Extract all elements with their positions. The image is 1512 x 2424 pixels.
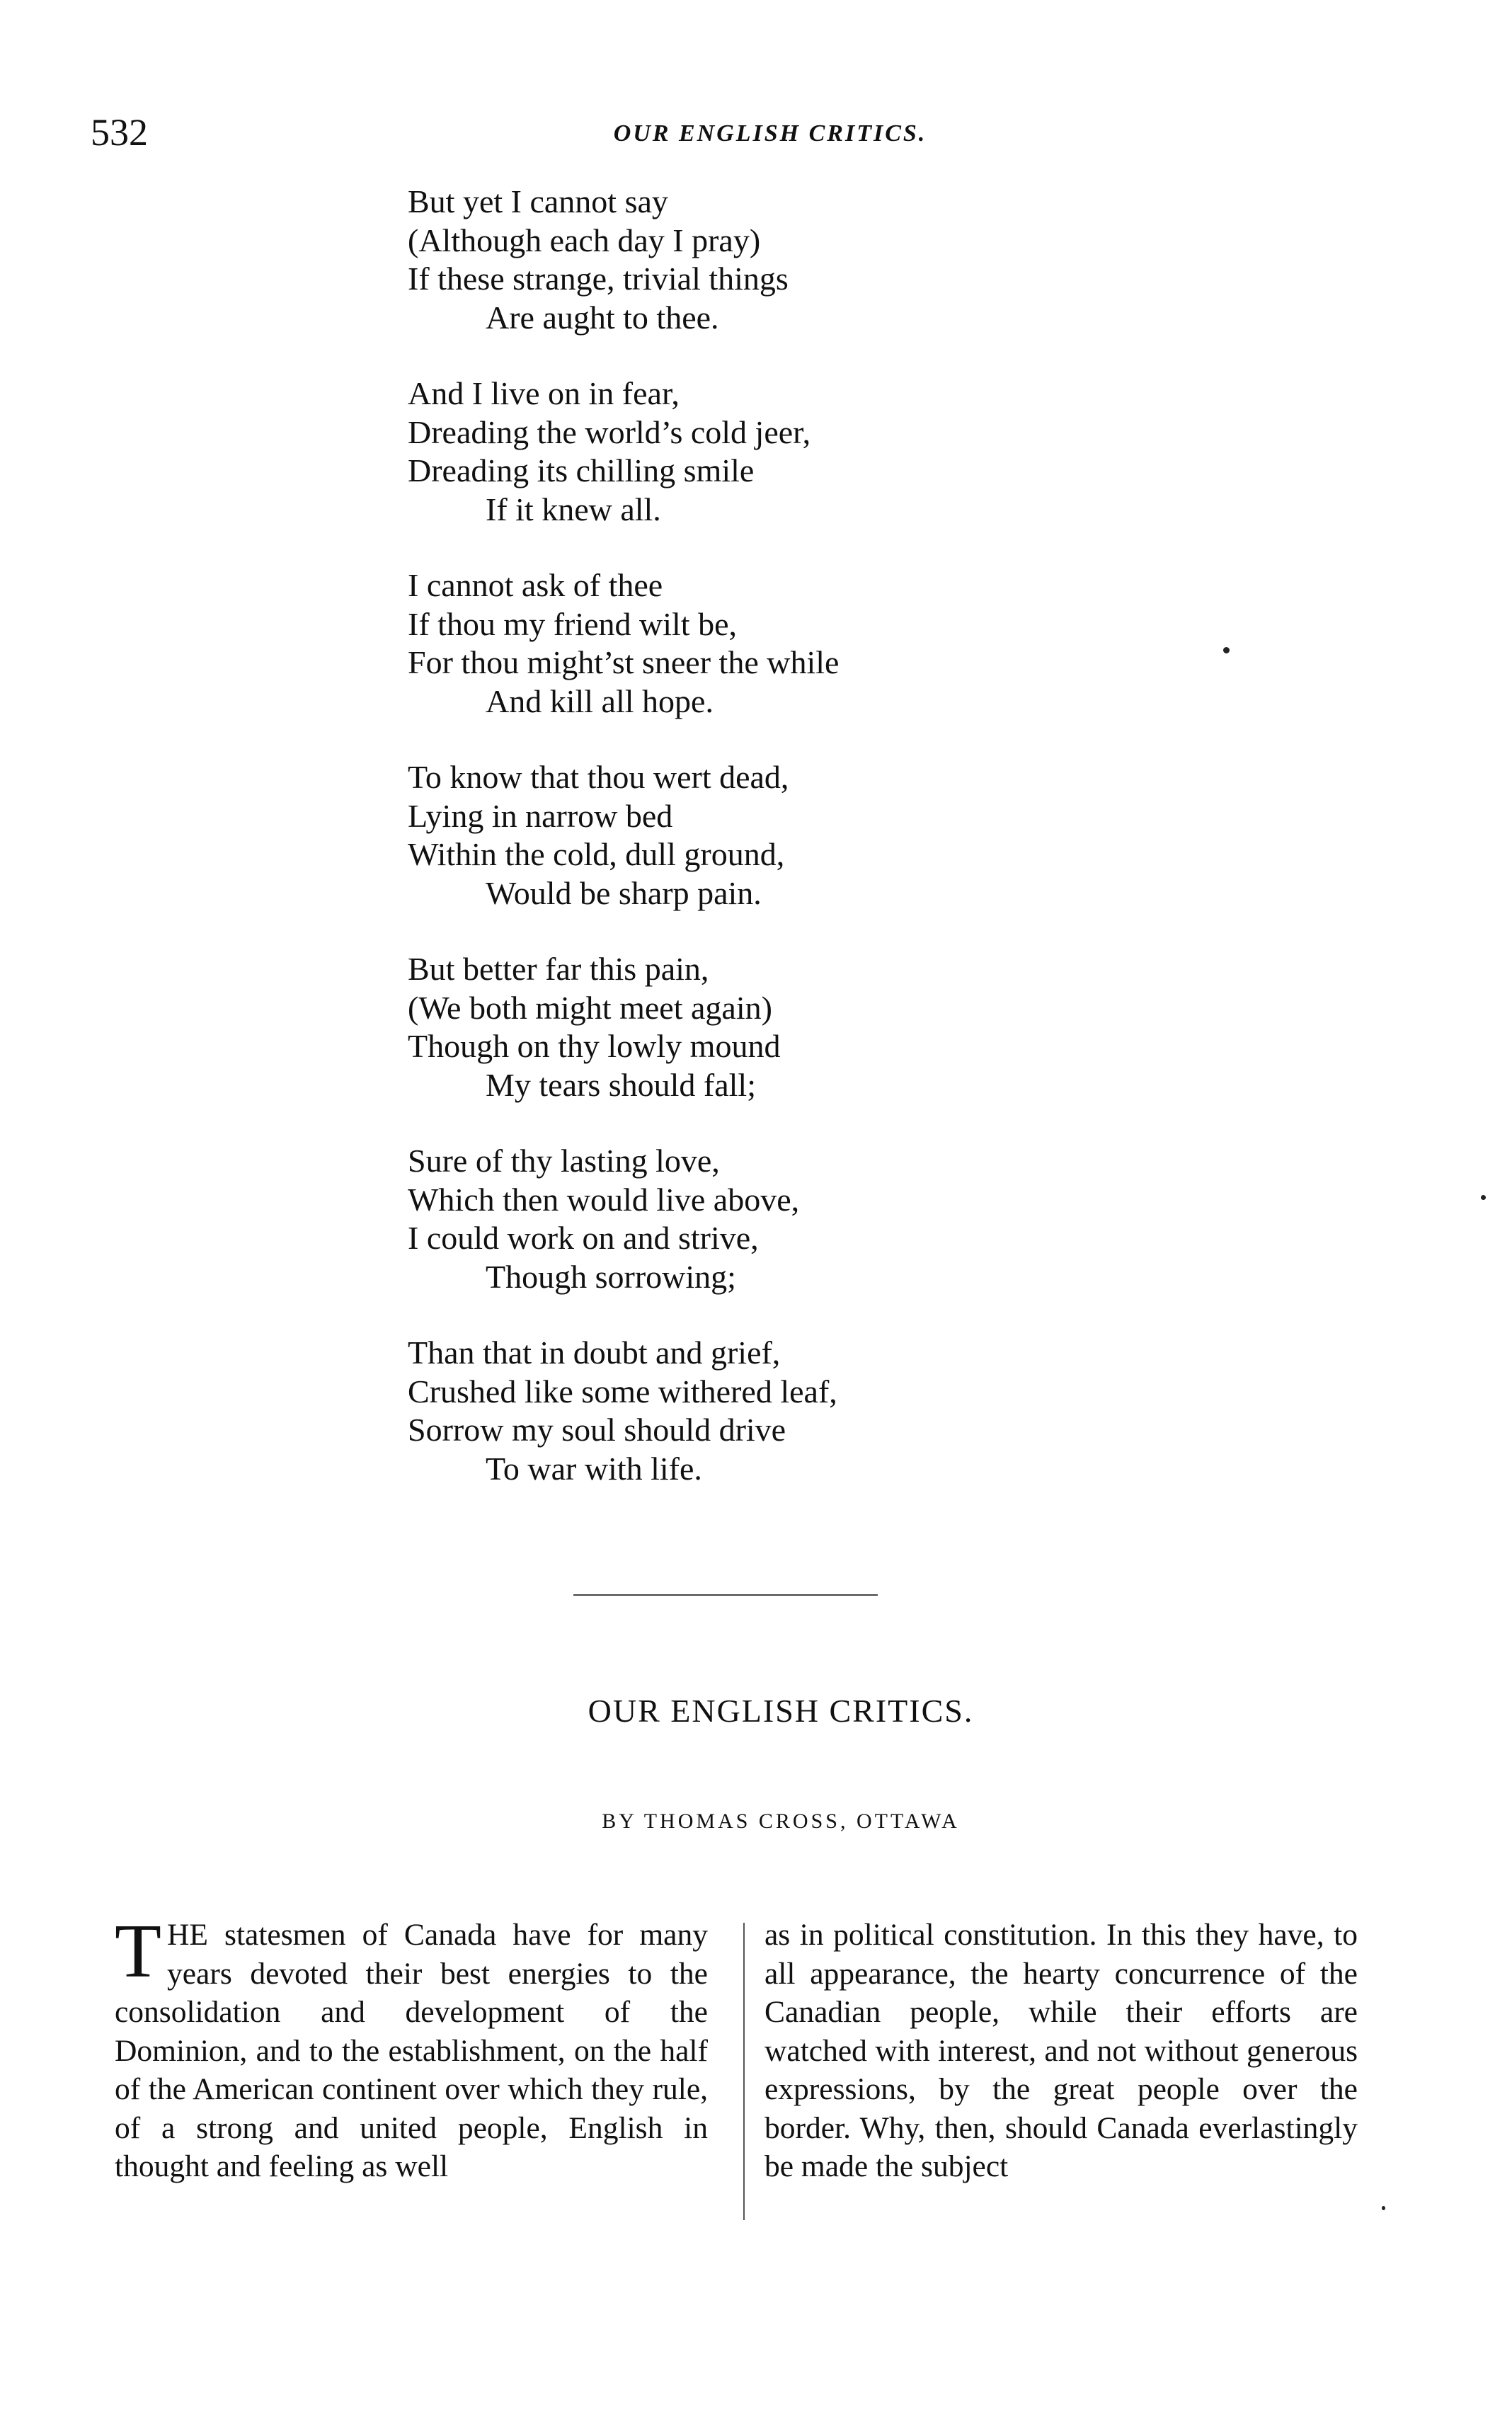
poem-line: Within the cold, dull ground, (408, 836, 785, 872)
poem-line: Sorrow my soul should drive (408, 1412, 786, 1448)
poem-line: If these strange, trivial things (408, 261, 789, 297)
poem-line: If thou my friend wilt be, (408, 605, 738, 642)
drop-cap: T (115, 1909, 161, 1994)
column-left-text: HE statesmen of Canada have for many years devoted their best energies to the consolidation and development of the Dominion, and to the establishment, on the half of the American continent over which they rule, of a strong and united people, English in thought and feeling as well (115, 1918, 708, 2183)
poem-line: My tears should fall; (486, 1066, 756, 1103)
poem-stanza (408, 950, 839, 1104)
poem-line: Crushed like some withered leaf, (408, 1373, 837, 1410)
poem-line: Sure of thy lasting love, (408, 1143, 720, 1179)
page-number: 532 (91, 111, 148, 154)
article-title: OUR ENGLISH CRITICS. (588, 1693, 974, 1729)
poem-line: Lying in narrow bed (408, 797, 673, 834)
article-column-left (115, 1909, 708, 2186)
poem-line: Than that in doubt and grief, (408, 1334, 781, 1371)
poem-line: (Although each day I pray) (408, 222, 761, 258)
article-byline: BY THOMAS CROSS, OTTAWA (602, 1810, 960, 1833)
section-divider (573, 1594, 878, 1596)
article-column-right (764, 1916, 1358, 2186)
poem-line: And I live on in fear, (408, 375, 680, 411)
poem-stanza (408, 566, 839, 721)
poem-line: Dreading its chilling smile (408, 452, 755, 488)
poem-stanza (408, 758, 839, 913)
column-right-text: as in political constitution. In this they have, to all appearance, the hearty concurrence of the Canadian people, while their efforts are watched with interest, and not without generous expressions, by the great people over the border. Why, then, should Canada everlastingly be made the subject (764, 1918, 1358, 2183)
ink-speck (1223, 647, 1230, 653)
poem (408, 183, 839, 1526)
poem-stanza (408, 375, 839, 529)
poem-line: Which then would live above, (408, 1181, 800, 1218)
poem-line: If it knew all. (486, 491, 661, 527)
poem-stanza (408, 183, 839, 337)
poem-line: Though sorrowing; (486, 1258, 736, 1295)
running-head: OUR ENGLISH CRITICS. (613, 120, 927, 147)
poem-line: (We both might meet again) (408, 989, 772, 1026)
poem-line: Dreading the world’s cold jeer, (408, 413, 811, 450)
poem-line: And kill all hope. (486, 682, 714, 719)
poem-line: Are aught to thee. (486, 299, 719, 336)
poem-line: Would be sharp pain. (486, 874, 762, 911)
ink-speck (1481, 1195, 1486, 1200)
poem-line: I could work on and strive, (408, 1220, 759, 1256)
poem-line: To know that thou wert dead, (408, 759, 789, 795)
column-divider (743, 1923, 745, 2220)
poem-line: I cannot ask of thee (408, 567, 663, 603)
poem-line: Though on thy lowly mound (408, 1028, 781, 1064)
ink-speck (1382, 2206, 1385, 2210)
poem-line: For thou might’st sneer the while (408, 644, 840, 680)
poem-stanza (408, 1142, 839, 1296)
poem-line: But better far this pain, (408, 951, 709, 987)
poem-line: But yet I cannot say (408, 183, 668, 219)
poem-stanza (408, 1334, 839, 1488)
poem-line: To war with life. (486, 1450, 702, 1487)
